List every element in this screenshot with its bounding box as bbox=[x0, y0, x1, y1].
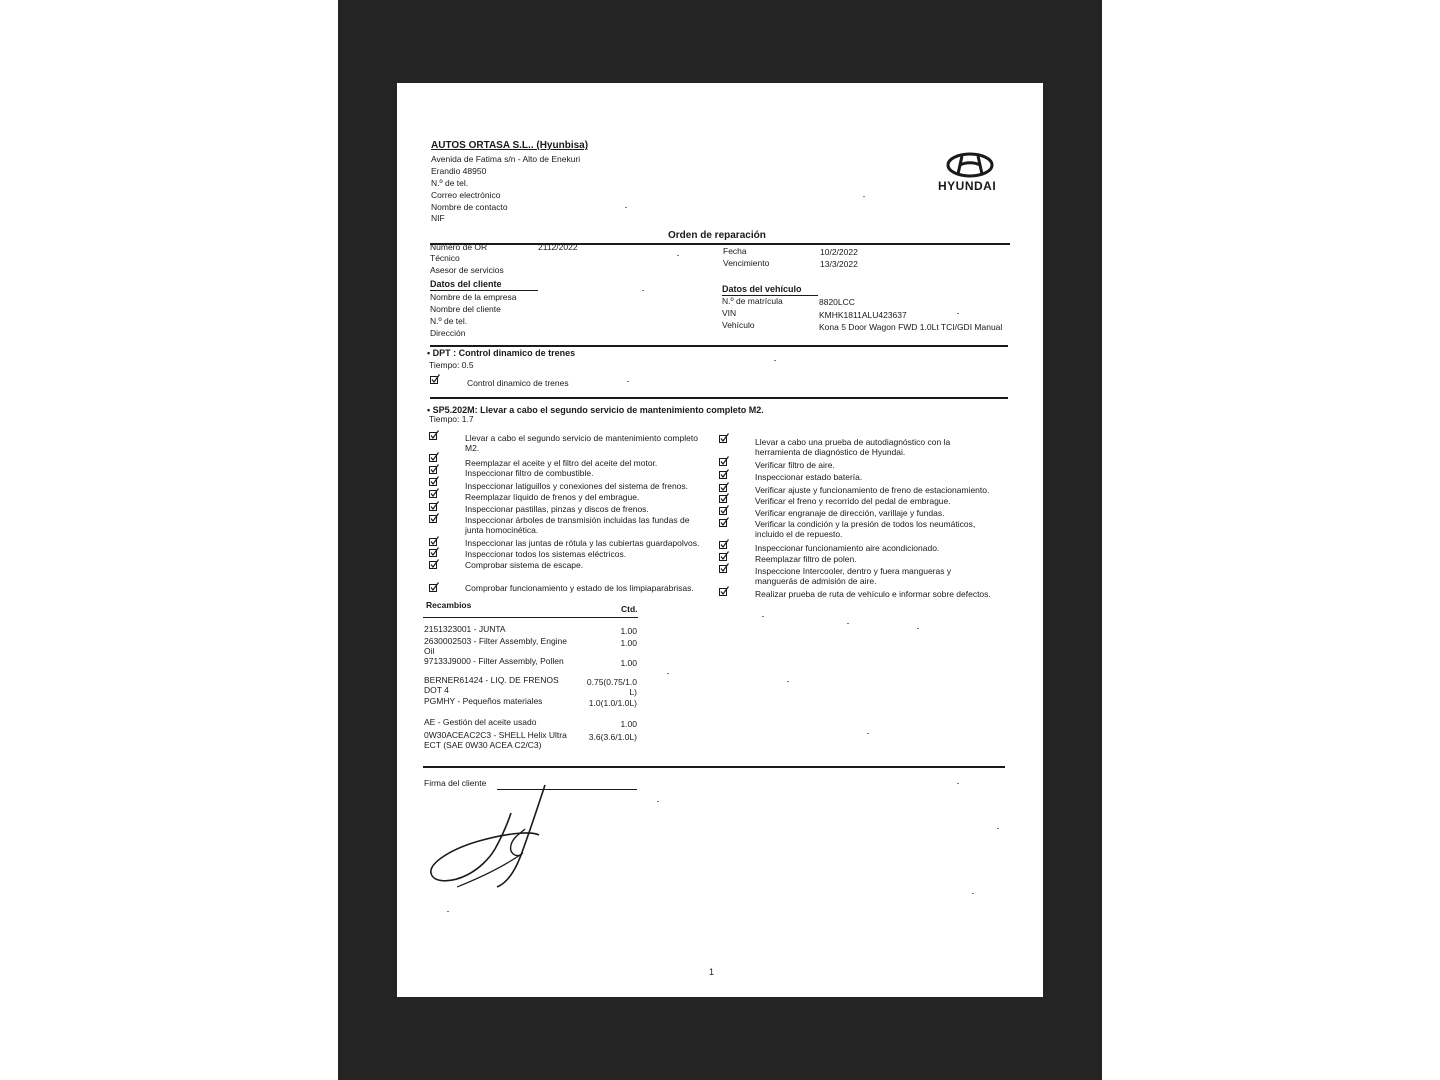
advisor-label: Asesor de servicios bbox=[430, 265, 504, 275]
checklist-checkbox[interactable] bbox=[429, 559, 439, 569]
checklist-item: Verificar ajuste y funcionamiento de freno de estacionamiento. bbox=[755, 485, 990, 495]
checklist-item: Inspeccionar latiguillos y conexiones del sistema de frenos. bbox=[465, 481, 689, 491]
part-description: BERNER61424 - LIQ. DE FRENOS DOT 4 bbox=[424, 675, 559, 695]
order-title: Orden de reparación bbox=[668, 230, 766, 241]
divider-top bbox=[430, 243, 1010, 245]
order-date: 10/2/2022 bbox=[820, 247, 858, 257]
vehicle-model-label: Vehículo bbox=[722, 320, 755, 330]
company-nif-label: NIF bbox=[431, 213, 445, 223]
checklist-checkbox[interactable] bbox=[719, 482, 729, 492]
checklist-item: Inspeccionar árboles de transmisión incluidas las fundas de junta homocinética. bbox=[465, 515, 690, 535]
checklist-checkbox[interactable] bbox=[429, 488, 439, 498]
part-quantity: 3.6(3.6/1.0L) bbox=[588, 732, 637, 742]
technician-label: Técnico bbox=[430, 253, 460, 263]
checklist-item: Llevar a cabo el segundo servicio de mantenimiento completo M2. bbox=[465, 433, 698, 453]
checked-box-icon bbox=[719, 517, 729, 527]
company-phone-label: N.º de tel. bbox=[431, 178, 469, 188]
checked-box-icon bbox=[719, 586, 729, 596]
signature-icon bbox=[427, 783, 557, 903]
checklist-item: Reemplazar líquido de frenos y del embrague. bbox=[465, 492, 640, 502]
checklist-item: Verificar el freno y recorrido del pedal de embrague. bbox=[755, 496, 951, 506]
order-number-label: Número de OR bbox=[430, 242, 488, 252]
checked-box-icon bbox=[429, 513, 439, 523]
checked-box-icon bbox=[719, 469, 729, 479]
part-description: 0W30ACEAC2C3 - SHELL Helix Ultra ECT (SAE 0W30 ACEA C2/C3) bbox=[424, 730, 567, 750]
handwritten-signature bbox=[427, 783, 557, 903]
page-number: 1 bbox=[709, 967, 715, 977]
checklist-checkbox[interactable] bbox=[429, 513, 439, 523]
dpt-checkbox[interactable] bbox=[430, 374, 440, 384]
checked-box-icon bbox=[429, 476, 439, 486]
divider-parts bbox=[423, 766, 1005, 768]
checklist-item: Reemplazar el aceite y el filtro del aceite del motor. bbox=[465, 458, 658, 468]
part-quantity: 1.00 bbox=[620, 638, 637, 648]
checklist-checkbox[interactable] bbox=[719, 469, 729, 479]
checklist-checkbox[interactable] bbox=[719, 493, 729, 503]
order-number: 2112/2022 bbox=[538, 242, 578, 252]
checklist-checkbox[interactable] bbox=[719, 551, 729, 561]
client-phone-label: N.º de tel. bbox=[430, 316, 468, 326]
company-address: Avenida de Fatima s/n - Alto de Enekuri bbox=[431, 154, 581, 164]
checked-box-icon bbox=[429, 559, 439, 569]
checklist-item: Inspeccionar pastillas, pinzas y discos de frenos. bbox=[465, 504, 649, 514]
dpt-time: Tiempo: 0.5 bbox=[429, 360, 474, 370]
company-name: AUTOS ORTASA S.L.. (Hyunbisa) bbox=[431, 140, 589, 151]
part-description: 97133J9000 - Filter Assembly, Pollen bbox=[424, 656, 564, 666]
checklist-checkbox[interactable] bbox=[719, 563, 729, 573]
sp-time: Tiempo: 1.7 bbox=[429, 414, 474, 424]
part-quantity: 1.00 bbox=[620, 658, 637, 668]
checklist-checkbox[interactable] bbox=[429, 452, 439, 462]
scan-border-top bbox=[397, 0, 1043, 83]
company-contact-label: Nombre de contacto bbox=[431, 202, 508, 212]
divider-client bbox=[430, 345, 1008, 347]
client-name-label: Nombre del cliente bbox=[430, 304, 501, 314]
hyundai-logo bbox=[935, 151, 1005, 195]
checklist-checkbox[interactable] bbox=[429, 547, 439, 557]
checklist-item: Inspeccionar las juntas de rótula y las cubiertas guardapolvos. bbox=[465, 538, 700, 548]
part-description: PGMHY - Pequeños materiales bbox=[424, 696, 543, 706]
part-description: 2151323001 - JUNTA bbox=[424, 624, 506, 634]
checked-box-icon bbox=[429, 430, 439, 440]
checklist-checkbox[interactable] bbox=[429, 476, 439, 486]
date-label: Fecha bbox=[723, 246, 747, 256]
dpt-item: Control dinamico de trenes bbox=[467, 378, 569, 388]
due-date: 13/3/2022 bbox=[820, 259, 858, 269]
parts-heading: Recambios bbox=[426, 600, 472, 610]
plate-value: 8820LCC bbox=[819, 297, 855, 307]
scan-border-right bbox=[1043, 0, 1102, 1080]
scan-border-bottom bbox=[397, 997, 1043, 1080]
checked-box-icon bbox=[429, 501, 439, 511]
checklist-item: Inspeccione Intercooler, dentro y fuera mangueras y manguerás de admisión de aire. bbox=[755, 566, 952, 586]
part-quantity: 0.75(0.75/1.0 L) bbox=[586, 677, 637, 697]
part-quantity: 1.00 bbox=[620, 719, 637, 729]
checked-box-icon bbox=[719, 456, 729, 466]
checklist-item: Inspeccionar funcionamiento aire acondicionado. bbox=[755, 543, 940, 553]
brand-name: HYUNDAI bbox=[938, 179, 997, 193]
divider-dpt bbox=[430, 397, 1008, 399]
checklist-item: Comprobar sistema de escape. bbox=[465, 560, 584, 570]
checklist-item: Llevar a cabo una prueba de autodiagnóstico con la herramienta de diagnóstico de Hyundai. bbox=[755, 437, 951, 457]
client-company-label: Nombre de la empresa bbox=[430, 292, 517, 302]
checklist-checkbox[interactable] bbox=[719, 433, 729, 443]
client-address-label: Dirección bbox=[430, 328, 466, 338]
checklist-checkbox[interactable] bbox=[429, 501, 439, 511]
checked-box-icon bbox=[719, 539, 729, 549]
vin-label: VIN bbox=[722, 308, 737, 318]
checklist-item: Realizar prueba de ruta de vehículo e informar sobre defectos. bbox=[755, 589, 991, 599]
checked-box-icon bbox=[719, 493, 729, 503]
part-description: 2630002503 - Filter Assembly, Engine Oil bbox=[424, 636, 568, 656]
checklist-item: Inspeccionar estado batería. bbox=[755, 472, 863, 482]
checklist-checkbox[interactable] bbox=[429, 582, 439, 592]
vehicle-model-value: Kona 5 Door Wagon FWD 1.0Lt TCI/GDI Manual bbox=[819, 322, 1003, 332]
plate-label: N.º de matrícula bbox=[722, 296, 783, 306]
checked-box-icon bbox=[429, 536, 439, 546]
checklist-item: Verificar filtro de aire. bbox=[755, 460, 835, 470]
checked-box-icon bbox=[429, 464, 439, 474]
checklist-checkbox[interactable] bbox=[719, 517, 729, 527]
vin-value: KMHK1811ALU423637 bbox=[819, 310, 907, 320]
parts-qty-heading: Ctd. bbox=[621, 604, 638, 614]
part-description: AE - Gestión del aceite usado bbox=[424, 717, 537, 727]
repair-order-page bbox=[397, 83, 1043, 997]
vehicle-heading: Datos del vehículo bbox=[722, 284, 802, 294]
checked-box-icon bbox=[429, 547, 439, 557]
checklist-item: Inspeccionar filtro de combustible. bbox=[465, 468, 594, 478]
checklist-item: Inspeccionar todos los sistemas eléctricos. bbox=[465, 549, 627, 559]
checklist-checkbox[interactable] bbox=[719, 586, 729, 596]
checklist-item: Comprobar funcionamiento y estado de los limpiaparabrisas. bbox=[465, 583, 694, 593]
checklist-checkbox[interactable] bbox=[719, 505, 729, 515]
checklist-item: Reemplazar filtro de polen. bbox=[755, 554, 857, 564]
checklist-checkbox[interactable] bbox=[429, 430, 439, 440]
checklist-checkbox[interactable] bbox=[429, 464, 439, 474]
client-heading-rule bbox=[430, 290, 538, 291]
checked-box-icon bbox=[429, 582, 439, 592]
checklist-checkbox[interactable] bbox=[429, 536, 439, 546]
part-quantity: 1.0(1.0/1.0L) bbox=[588, 698, 637, 708]
checked-box-icon bbox=[719, 433, 729, 443]
checklist-checkbox[interactable] bbox=[719, 539, 729, 549]
company-city: Erandio 48950 bbox=[431, 166, 487, 176]
checklist-checkbox[interactable] bbox=[719, 456, 729, 466]
company-email-label: Correo electrónico bbox=[431, 190, 501, 200]
checked-box-icon bbox=[719, 482, 729, 492]
checked-box-icon bbox=[719, 563, 729, 573]
checked-box-icon bbox=[719, 551, 729, 561]
parts-header-rule bbox=[423, 617, 638, 618]
signature-label: Firma del cliente bbox=[424, 778, 487, 788]
dpt-title: • DPT : Control dinamico de trenes bbox=[427, 348, 576, 358]
checklist-item: Verificar la condición y la presión de todos los neumáticos, incluido el de repuesto. bbox=[755, 519, 976, 539]
client-heading: Datos del cliente bbox=[430, 279, 502, 289]
checked-box-icon bbox=[429, 452, 439, 462]
scan-border-left bbox=[338, 0, 397, 1080]
checked-box-icon bbox=[429, 488, 439, 498]
sp-title: • SP5.202M: Llevar a cabo el segundo servicio de mantenimiento completo M2. bbox=[427, 405, 764, 415]
part-quantity: 1.00 bbox=[620, 626, 637, 636]
due-label: Vencimiento bbox=[723, 258, 770, 268]
checked-box-icon bbox=[719, 505, 729, 515]
checked-box-icon bbox=[430, 374, 440, 384]
checklist-item: Verificar engranaje de dirección, varillaje y fundas. bbox=[755, 508, 945, 518]
